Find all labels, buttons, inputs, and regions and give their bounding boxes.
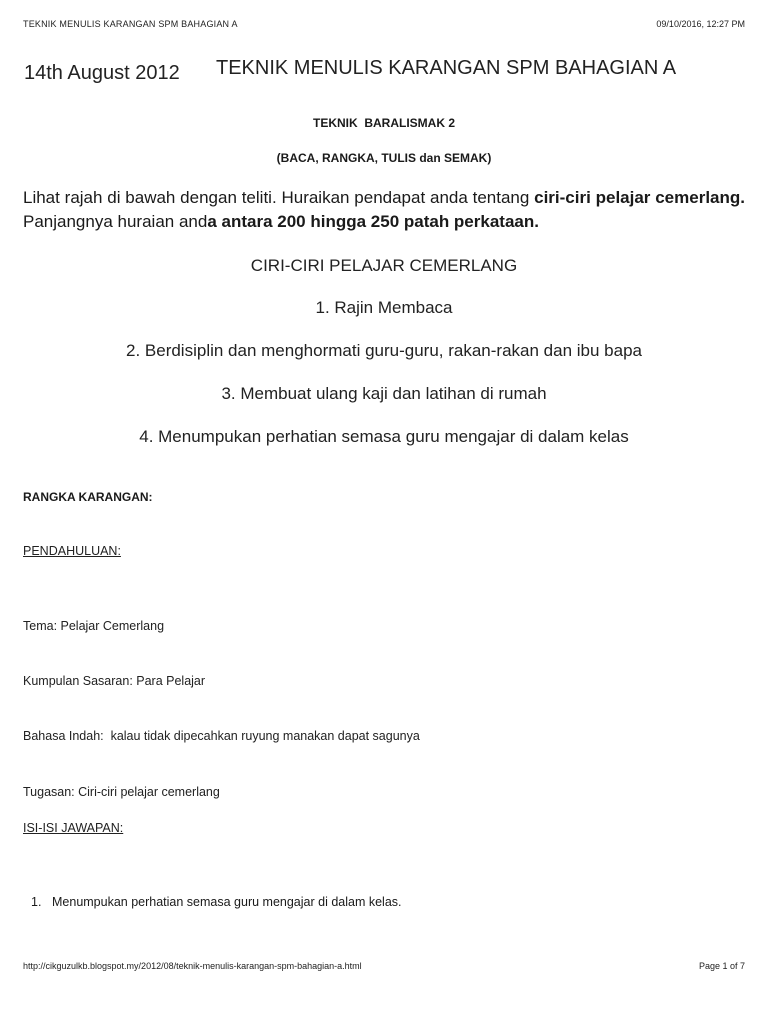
ciri-title: CIRI-CIRI PELAJAR CEMERLANG	[250, 256, 518, 275]
print-header-datetime: 09/10/2016, 12:27 PM	[656, 19, 745, 29]
kumpulan-line: Kumpulan Sasaran: Para Pelajar	[23, 674, 206, 688]
list-item: Menumpukan perhatian semasa guru mengajar di dalam kelas.	[52, 895, 402, 909]
print-header-title: TEKNIK MENULIS KARANGAN SPM BAHAGIAN A	[23, 19, 238, 29]
list-item-number: 1.	[31, 895, 42, 909]
heading-baca-rangka: (BACA, RANGKA, TULIS dan SEMAK)	[276, 151, 492, 165]
heading-teknik: TEKNIK BARALISMAK 2	[312, 116, 455, 130]
print-footer-url[interactable]: http://cikguzulkb.blogspot.my/2012/08/teknik-menulis-karangan-spm-bahagian-a.html	[23, 961, 362, 971]
isi-label: ISI-ISI JAWAPAN:	[23, 821, 124, 835]
tugasan-line: Tugasan: Ciri-ciri pelajar cemerlang	[23, 785, 220, 799]
ciri-item: 2. Berdisiplin dan menghormati guru-guru, rakan-rakan dan ibu bapa	[126, 341, 642, 360]
ciri-item: 3. Membuat ulang kaji dan latihan di rumah	[221, 384, 547, 403]
post-title[interactable]: TEKNIK MENULIS KARANGAN SPM BAHAGIAN A	[216, 57, 677, 79]
intro-paragraph	[23, 186, 745, 234]
intro-text-1: Lihat rajah di bawah dengan teliti. Huraikan pendapat anda tentang	[23, 188, 535, 207]
bahasa-line: Bahasa Indah: kalau tidak dipecahkan ruyung manakan dapat sagunya	[23, 729, 420, 743]
ciri-item: 4. Menumpukan perhatian semasa guru mengajar di dalam kelas	[139, 427, 629, 446]
print-footer-page: Page 1 of 7	[698, 961, 745, 971]
pendahuluan-label: PENDAHULUAN:	[23, 544, 121, 558]
ciri-item: 1. Rajin Membaca	[315, 298, 453, 317]
tema-line: Tema: Pelajar Cemerlang	[23, 619, 165, 633]
post-date: 14th August 2012	[24, 62, 180, 84]
rangka-heading: RANGKA KARANGAN:	[23, 490, 153, 504]
intro-bold-1: ciri-ciri pelajar cemerlang.	[534, 188, 745, 207]
intro-bold-2: a antara 200 hingga 250 patah perkataan.	[207, 212, 539, 231]
intro-text-2: Panjangnya huraian and	[23, 212, 208, 231]
